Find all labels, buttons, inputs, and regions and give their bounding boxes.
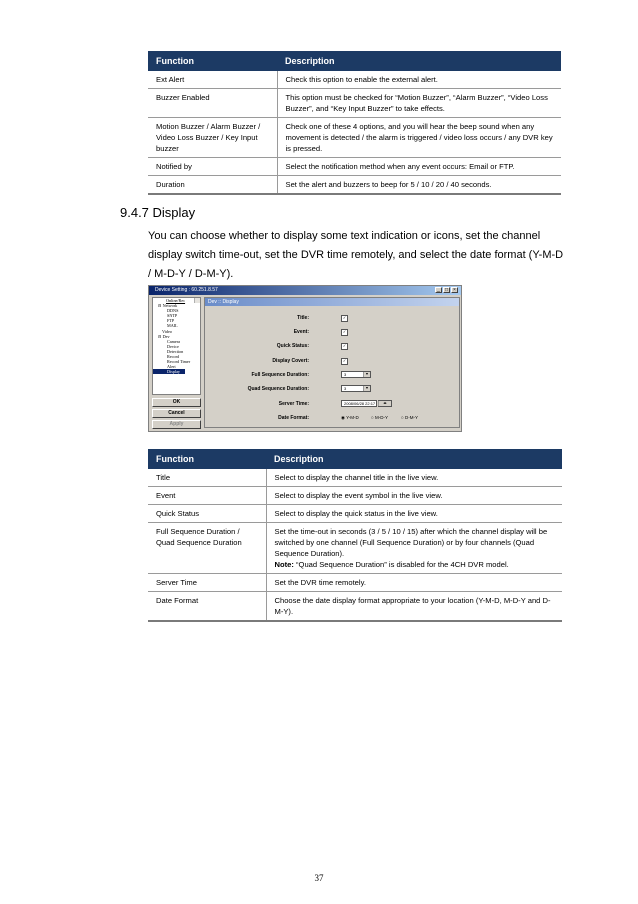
description-cell: This option must be checked for “Motion Buzzer”, “Alarm Buzzer”, “Video Loss Buzzer”, and “Key Input Buzzer” to take effects.: [277, 89, 561, 118]
spin-arrows-icon[interactable]: ◂▸: [378, 401, 391, 406]
table-row: [148, 118, 561, 158]
close-icon[interactable]: ×: [451, 287, 458, 293]
quad-seq-value: 3: [344, 386, 347, 391]
server-time-value: 2008/06/28 22:17: [344, 401, 376, 406]
tree-item[interactable]: MAIL: [167, 323, 178, 329]
server-time-spinner[interactable]: [378, 400, 392, 407]
function-cell: Duration: [148, 176, 277, 195]
table-row: [148, 71, 561, 89]
function-cell: Notified by: [148, 158, 277, 176]
full-seq-label: Full Sequence Duration:: [251, 372, 309, 378]
table-row: [148, 469, 562, 487]
tree-item[interactable]: ⊟ Dev: [158, 333, 170, 339]
title-label: Title:: [297, 315, 309, 321]
table-row: [148, 89, 561, 118]
ok-button[interactable]: OK: [152, 398, 201, 407]
tree-expand-icon: ⊟: [158, 333, 163, 339]
minimize-icon[interactable]: _: [435, 287, 442, 293]
quad-seq-label: Quad Sequence Duration:: [247, 386, 309, 392]
function-cell: Buzzer Enabled: [148, 89, 277, 118]
tree-item[interactable]: Video: [162, 328, 172, 334]
radio-dmy[interactable]: ○ D-M-Y: [401, 415, 418, 420]
tree-item[interactable]: FTP: [167, 318, 175, 324]
table-row: [148, 574, 562, 592]
function-cell: Title: [148, 469, 266, 487]
section-heading: 9.4.7 Display: [120, 205, 196, 220]
tree-item[interactable]: Record: [167, 354, 180, 360]
tree-item[interactable]: Camera: [167, 338, 181, 344]
window-title: Device Setting : 60.251.8.57: [155, 287, 218, 293]
description-cell: Check one of these 4 options, and you will hear the beep sound when any movement is detected / the alarm is triggered / video loss occurs / any DVR key is pressed.: [277, 118, 561, 158]
tree-item-selected[interactable]: Display: [153, 369, 185, 374]
tree-item[interactable]: Alert: [167, 364, 176, 370]
full-seq-select[interactable]: [341, 371, 371, 378]
radio-unselected-icon: ○: [401, 415, 405, 420]
apply-button[interactable]: Apply: [152, 420, 201, 429]
server-time-input[interactable]: [341, 400, 377, 407]
maximize-icon[interactable]: □: [444, 287, 449, 293]
tree-item[interactable]: SNTP: [167, 313, 178, 319]
function-cell: Quick Status: [148, 505, 266, 523]
function-cell: Event: [148, 487, 266, 505]
function-cell: Motion Buzzer / Alarm Buzzer / Video Loss Buzzer / Key Input buzzer: [148, 118, 277, 158]
function-cell: Full Sequence Duration / Quad Sequence Duration: [148, 523, 266, 574]
tree-item[interactable]: Device: [167, 343, 179, 349]
event-label: Event:: [293, 329, 309, 335]
tree-item[interactable]: Online/Rec: [166, 298, 186, 303]
description-cell: [266, 523, 562, 574]
cancel-button[interactable]: Cancel: [152, 409, 201, 418]
tree-item[interactable]: DDNS: [167, 308, 179, 314]
table-row: [148, 158, 561, 176]
radio-selected-icon: ◉: [341, 415, 347, 420]
radio-mdy[interactable]: ○ M-D-Y: [371, 415, 388, 420]
display-panel: [204, 297, 460, 428]
description-cell: Select to display the quick status in the live view.: [266, 505, 562, 523]
display-covert-checkbox[interactable]: ✓: [342, 358, 347, 363]
note-text: “Quad Sequence Duration” is disabled for the 4CH DVR model.: [293, 560, 509, 570]
description-cell: Set the DVR time remotely.: [266, 574, 562, 592]
description-cell: Check this option to enable the external alert.: [277, 71, 561, 89]
quick-status-checkbox[interactable]: ✓: [342, 343, 347, 348]
date-format-label: Date Format:: [278, 415, 309, 421]
display-function-table: [148, 449, 562, 622]
alert-function-table: [148, 51, 561, 195]
table-header-row: [148, 51, 561, 71]
section-paragraph: You can choose whether to display some text indication or icons, set the channel display switch time-out, set the DVR time remotely, and select the date format (Y-M-D / M-D-Y / D-M-Y).: [148, 230, 564, 280]
tree-scrollbar[interactable]: [194, 298, 200, 303]
description-text: Set the time-out in seconds (3 / 5 / 10 / 15) after which the channel display will be switched by one channel (Full Sequence Duration) or by four channels (Quad Sequence Duration).: [274, 527, 548, 559]
function-cell: Ext Alert: [148, 71, 277, 89]
description-cell: Select to display the channel title in the live view.: [266, 469, 562, 487]
radio-unselected-icon: ○: [371, 415, 375, 420]
tree-item[interactable]: ⊟ Network: [158, 303, 178, 309]
quad-seq-select[interactable]: [341, 385, 371, 392]
settings-tree: [152, 297, 201, 395]
chevron-down-icon[interactable]: ▼: [363, 386, 370, 391]
title-checkbox[interactable]: ✓: [342, 315, 347, 320]
description-cell: Choose the date display format appropriate to your location (Y-M-D, M-D-Y and D-M-Y).: [266, 592, 562, 622]
column-header-function: Function: [148, 449, 266, 469]
table-row: [148, 176, 561, 195]
note-label: Note:: [274, 560, 294, 570]
table-row: [148, 487, 562, 505]
table-row: [148, 592, 562, 622]
window-titlebar: [149, 286, 461, 295]
display-covert-label: Display Covert:: [272, 358, 309, 364]
quick-status-label: Quick Status:: [276, 343, 309, 349]
event-checkbox[interactable]: ✓: [342, 329, 347, 334]
table-header-row: [148, 449, 562, 469]
panel-title: Dev :: Display: [205, 298, 459, 306]
description-cell: Set the alert and buzzers to beep for 5 / 10 / 20 / 40 seconds.: [277, 176, 561, 195]
radio-ymd[interactable]: ◉ Y-M-D: [341, 415, 359, 420]
column-header-description: Description: [277, 51, 561, 71]
tree-item[interactable]: Record Timer: [167, 359, 191, 365]
tree-item[interactable]: Detection: [167, 348, 184, 354]
table-row: [148, 505, 562, 523]
function-cell: Server Time: [148, 574, 266, 592]
device-setting-screenshot: [148, 285, 462, 432]
full-seq-value: 3: [344, 372, 347, 377]
description-cell: Select the notification method when any event occurs: Email or FTP.: [277, 158, 561, 176]
tree-expand-icon: ⊟: [158, 303, 163, 309]
server-time-label: Server Time:: [278, 401, 309, 407]
description-cell: Select to display the event symbol in the live view.: [266, 487, 562, 505]
chevron-down-icon[interactable]: ▼: [363, 372, 370, 377]
column-header-description: Description: [266, 449, 562, 469]
table-row: [148, 523, 562, 574]
function-cell: Date Format: [148, 592, 266, 622]
page-number: 37: [314, 873, 324, 883]
column-header-function: Function: [148, 51, 277, 71]
